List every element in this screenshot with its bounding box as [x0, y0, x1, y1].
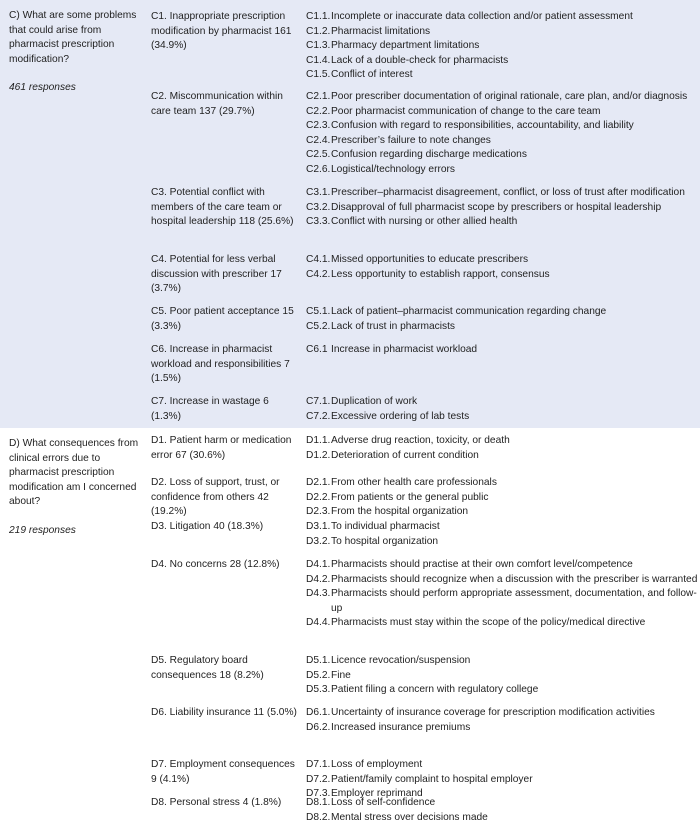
item-code: D2.2. — [306, 491, 331, 503]
item-code: D5.2. — [306, 669, 331, 681]
item-text: Conflict with nursing or other allied health — [331, 216, 518, 228]
category-cell — [151, 10, 299, 54]
item-text: Increase in pharmacist workload — [331, 344, 478, 355]
item-text: Prescriber’s failure to note changes — [331, 134, 491, 146]
category-count: 4 (1.8%) — [242, 797, 282, 808]
items-cell — [306, 476, 700, 520]
item-row — [306, 54, 700, 69]
item-code: C1.2. — [306, 25, 331, 37]
items-cell — [306, 305, 700, 334]
item-text: Missed opportunities to educate prescribers — [331, 254, 529, 265]
item-row — [306, 134, 700, 149]
item-text: Logistical/technology errors — [331, 163, 456, 175]
item-row — [306, 573, 700, 588]
item-code: C2.1. — [306, 91, 331, 102]
category-count: 161 (34.9%) — [151, 25, 292, 52]
item-code: C7.2. — [306, 410, 331, 422]
item-code: C3.1. — [306, 187, 331, 198]
item-row — [306, 706, 700, 721]
category-label: D3. Litigation — [151, 521, 211, 532]
item-text: Pharmacy department limitations — [331, 40, 480, 52]
item-row — [306, 758, 700, 773]
item-code: C5.1. — [306, 306, 331, 317]
item-text: Confusion with regard to responsibilities, accountability, and liability — [331, 120, 634, 132]
question-cell — [9, 9, 141, 96]
item-text: Lack of a double-check for pharmacists — [331, 54, 509, 66]
category-count: 42 (19.2%) — [151, 491, 269, 518]
category-count: 11 (5.0%) — [253, 707, 297, 718]
item-code: C1.1. — [306, 11, 331, 22]
item-row — [306, 616, 700, 631]
category-cell — [151, 520, 299, 535]
items-cell — [306, 520, 700, 549]
item-text: Adverse drug reaction, toxicity, or death — [331, 435, 510, 446]
category-count: 28 (12.8%) — [229, 559, 280, 570]
category-label: C4. Potential for less verbal discussion with prescriber — [151, 254, 276, 280]
item-row — [306, 395, 700, 410]
category-count: 18 (8.2%) — [219, 669, 264, 681]
item-row — [306, 811, 700, 826]
category-cell — [151, 434, 299, 463]
item-row — [306, 505, 700, 520]
item-text: Disapproval of full pharmacist scope by prescribers or hospital leadership — [331, 201, 662, 213]
item-text: Lack of trust in pharmacists — [331, 320, 455, 332]
item-text: Duplication of work — [331, 396, 418, 407]
item-row — [306, 773, 700, 788]
item-row — [306, 434, 700, 449]
item-row — [306, 90, 700, 105]
category-label: C3. Potential conflict with members of the care team or hospital leadership — [151, 187, 282, 228]
item-text: From the hospital organization — [331, 506, 469, 518]
item-text: Pharmacists should perform appropriate assessment, documentation, and follow-up — [331, 588, 697, 614]
item-row — [306, 320, 700, 335]
question-cell — [9, 437, 141, 539]
item-code: C1.4. — [306, 54, 331, 66]
item-row — [306, 10, 700, 25]
item-code: C3.3. — [306, 216, 331, 228]
items-cell — [306, 796, 700, 825]
category-count: 15 (3.3%) — [151, 306, 294, 332]
category-label: C6. Increase in pharmacist workload and responsibilities — [151, 344, 282, 370]
item-code: D2.3. — [306, 506, 331, 518]
category-cell — [151, 476, 299, 520]
items-cell — [306, 558, 700, 631]
item-row — [306, 721, 700, 736]
item-code: D8.2. — [306, 811, 331, 823]
item-code: D2.1. — [306, 477, 331, 488]
item-code: C7.1. — [306, 396, 331, 407]
question-text: D) What consequences from clinical errors due to pharmacist prescription modification am I concerned about? — [9, 438, 139, 508]
item-row — [306, 186, 700, 201]
category-count: 118 (25.6%) — [238, 216, 294, 228]
item-code: C2.5. — [306, 149, 331, 161]
item-code: C2.2. — [306, 105, 331, 117]
item-code: D3.1. — [306, 521, 331, 532]
item-code: D6.1. — [306, 707, 331, 718]
response-count: 461 responses — [9, 82, 76, 94]
item-row — [306, 68, 700, 83]
item-code: D7.2. — [306, 773, 331, 785]
item-row — [306, 201, 700, 216]
item-text: Lack of patient–pharmacist communication regarding change — [331, 306, 607, 317]
item-text: Licence revocation/suspension — [331, 655, 471, 666]
item-text: Increased insurance premiums — [331, 721, 471, 733]
category-cell — [151, 90, 299, 119]
item-text: From patients or the general public — [331, 491, 489, 503]
item-code: C1.3. — [306, 40, 331, 52]
item-text: Conflict of interest — [331, 69, 413, 81]
items-cell — [306, 395, 700, 424]
item-row — [306, 587, 700, 616]
category-cell — [151, 186, 299, 230]
item-code: C6.1 — [306, 344, 328, 355]
item-text: Deterioration of current condition — [331, 449, 479, 461]
category-count: 67 (30.6%) — [175, 449, 226, 461]
category-label: D4. No concerns — [151, 559, 227, 570]
item-text: Uncertainty of insurance coverage for prescription modification activities — [331, 707, 655, 718]
item-text: Pharmacists must stay within the scope of the policy/medical directive — [331, 617, 646, 629]
table-section — [0, 428, 700, 830]
item-code: C3.2. — [306, 201, 331, 213]
item-text: Prescriber–pharmacist disagreement, conflict, or loss of trust after modification — [331, 187, 685, 198]
item-code: D7.3. — [306, 788, 331, 800]
item-text: Incomplete or inaccurate data collection and/or patient assessment — [331, 11, 633, 22]
item-text: Pharmacists should practise at their own comfort level/competence — [331, 559, 633, 570]
item-row — [306, 268, 700, 283]
item-code: D7.1. — [306, 759, 331, 770]
items-cell — [306, 253, 700, 282]
item-text: Confusion regarding discharge medications — [331, 149, 527, 161]
item-text: Loss of self-confidence — [331, 797, 436, 808]
category-count: 7 (1.5%) — [151, 358, 290, 385]
category-label: D2. Loss of support, trust, or confidence from others — [151, 477, 280, 503]
item-text: Poor prescriber documentation of original rationale, care plan, and/or diagnosis — [331, 91, 688, 102]
category-cell — [151, 558, 299, 573]
item-row — [306, 215, 700, 230]
items-cell — [306, 10, 700, 83]
item-text: Patient filing a concern with regulatory college — [331, 684, 539, 696]
item-text: From other health care professionals — [331, 477, 497, 488]
response-count: 219 responses — [9, 524, 76, 536]
item-text: Employer reprimand — [331, 788, 423, 800]
item-text: Less opportunity to establish rapport, consensus — [331, 268, 550, 280]
item-code: D1.1. — [306, 435, 331, 446]
item-code: D4.1. — [306, 559, 331, 570]
category-cell — [151, 654, 299, 683]
item-row — [306, 558, 700, 573]
item-row — [306, 654, 700, 669]
item-code: D8.1. — [306, 797, 331, 808]
item-text: Pharmacist limitations — [331, 25, 431, 37]
category-cell — [151, 706, 299, 721]
item-code: D1.2. — [306, 449, 331, 461]
item-row — [306, 410, 700, 425]
item-code: C2.6. — [306, 163, 331, 175]
item-row — [306, 520, 700, 535]
category-label: D8. Personal stress — [151, 797, 240, 808]
item-code: D4.2. — [306, 573, 331, 585]
category-label: C5. Poor patient acceptance — [151, 306, 280, 317]
item-row — [306, 163, 700, 178]
item-text: Poor pharmacist communication of change to the care team — [331, 105, 601, 117]
category-cell — [151, 758, 299, 787]
category-label: D1. Patient harm or medication error — [151, 435, 292, 461]
category-cell — [151, 305, 299, 334]
category-cell — [151, 253, 299, 297]
item-code: C2.4. — [306, 134, 331, 146]
category-label: C7. Increase in wastage — [151, 396, 261, 407]
item-row — [306, 669, 700, 684]
category-label: D5. Regulatory board consequences — [151, 655, 248, 681]
item-code: D4.3. — [306, 588, 331, 600]
item-code: D5.3. — [306, 684, 331, 696]
item-row — [306, 535, 700, 550]
item-text: Mental stress over decisions made — [331, 811, 488, 823]
item-text: Fine — [331, 669, 351, 681]
category-count: 6 (1.3%) — [151, 396, 269, 422]
items-cell — [306, 706, 700, 735]
item-code: C2.3. — [306, 120, 331, 132]
item-code: D6.2. — [306, 721, 331, 733]
item-row — [306, 343, 700, 358]
items-cell — [306, 90, 700, 178]
item-code: C5.2. — [306, 320, 331, 332]
category-cell — [151, 343, 299, 387]
item-code: D5.1. — [306, 655, 331, 666]
item-code: C4.2. — [306, 268, 331, 280]
item-row — [306, 253, 700, 268]
items-cell — [306, 434, 700, 463]
item-text: Patient/family complaint to hospital employer — [331, 773, 533, 785]
category-cell — [151, 395, 299, 424]
item-row — [306, 683, 700, 698]
item-code: D4.4. — [306, 617, 331, 629]
item-code: D3.2. — [306, 535, 331, 547]
item-code: C1.5. — [306, 69, 331, 81]
category-count: 137 (29.7%) — [199, 105, 255, 117]
item-row — [306, 119, 700, 134]
item-code: C4.1. — [306, 254, 331, 265]
item-row — [306, 148, 700, 163]
item-text: To individual pharmacist — [331, 521, 440, 532]
item-text: Pharmacists should recognize when a discussion with the prescriber is warranted — [331, 573, 698, 585]
items-cell — [306, 343, 700, 358]
category-count: 9 (4.1%) — [151, 773, 190, 785]
item-row — [306, 39, 700, 54]
item-text: Loss of employment — [331, 759, 423, 770]
item-row — [306, 449, 700, 464]
items-cell — [306, 186, 700, 230]
item-text: Excessive ordering of lab tests — [331, 410, 470, 422]
question-text: C) What are some problems that could arise from pharmacist prescription modification? — [9, 10, 137, 65]
item-row — [306, 491, 700, 506]
category-label: D7. Employment consequences — [151, 759, 295, 770]
item-row — [306, 105, 700, 120]
item-row — [306, 25, 700, 40]
category-label: C2. Miscommunication within care team — [151, 91, 283, 117]
item-text: To hospital organization — [331, 535, 439, 547]
category-cell — [151, 796, 299, 811]
category-count: 40 (18.3%) — [213, 521, 264, 532]
item-row — [306, 476, 700, 491]
category-label: C1. Inappropriate prescription modification by pharmacist — [151, 11, 286, 37]
item-row — [306, 305, 700, 320]
category-count: 17 (3.7%) — [151, 268, 282, 295]
item-row — [306, 796, 700, 811]
category-label: D6. Liability insurance — [151, 707, 251, 718]
items-cell — [306, 654, 700, 698]
